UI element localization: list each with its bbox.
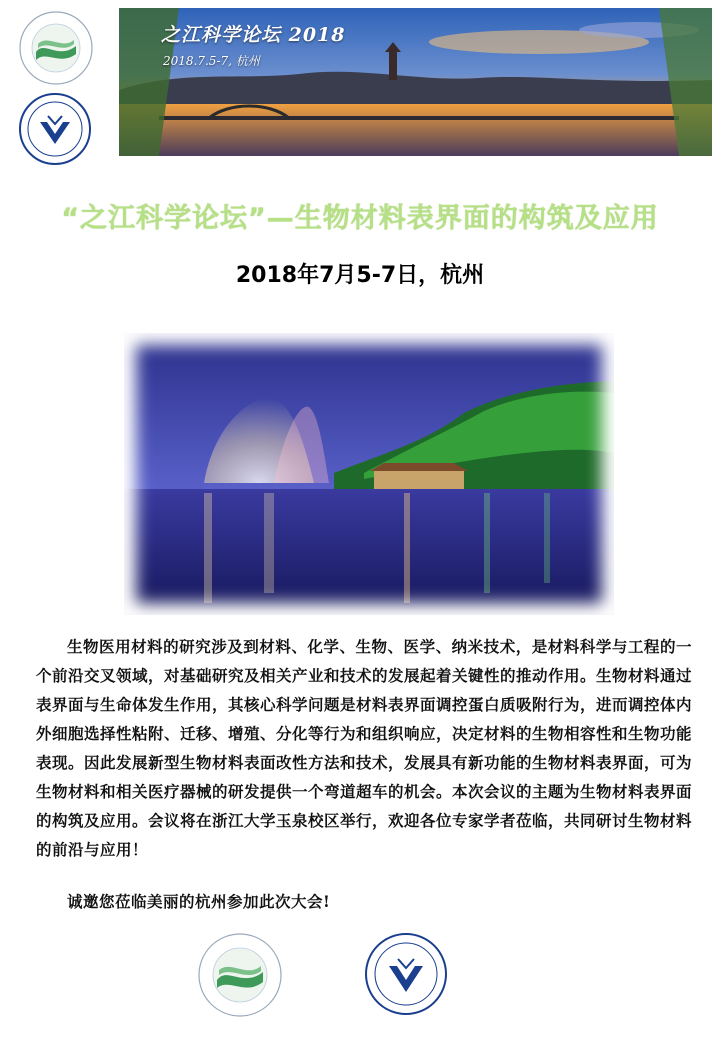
foundation-logo <box>18 10 94 86</box>
foundation-logo-footer <box>197 932 283 1018</box>
banner-photo <box>119 8 712 156</box>
banner-title: 之江科学论坛 2018 <box>161 24 346 46</box>
invitation-text: 诚邀您莅临美丽的杭州参加此次大会! <box>67 892 331 911</box>
description-paragraph <box>36 632 692 864</box>
university-logo <box>18 92 92 166</box>
banner-subtitle: 2018.7.5-7, 杭州 <box>163 54 260 68</box>
event-date-location: 2018年7月5-7日，杭州 <box>235 263 485 288</box>
west-lake-night-photo <box>124 333 614 615</box>
description-text: 生物医用材料的研究涉及到材料、化学、生物、医学、纳米技术，是材料科学与工程的一个前沿交叉领域，对基础研究及相关产业和技术的发展起着关键性的推动作用。生物材料通过表界面与生命体发生作用，其核心科学问题是材料表界面调控蛋白质吸附行为，进而调控体内外细胞选择性粘附、迁移、增殖、分化等行为和组织响应，决定材料的生物相容性和生物功能表现。因此发展新型生物材料表面改性方法和技术，发展具有新功能的生物材料表界面，可为生物材料和相关医疗器械的研发提供一个弯道超车的机会。本次会议的主题为生物材料表界面的构筑及应用。会议将在浙江大学玉泉校区举行，欢迎各位专家学者莅临，共同研讨生物材料的前沿与应用！ <box>36 637 693 859</box>
university-logo-footer <box>364 932 448 1016</box>
page-title: “之江科学论坛”—生物材料表界面的构筑及应用 <box>61 203 659 234</box>
